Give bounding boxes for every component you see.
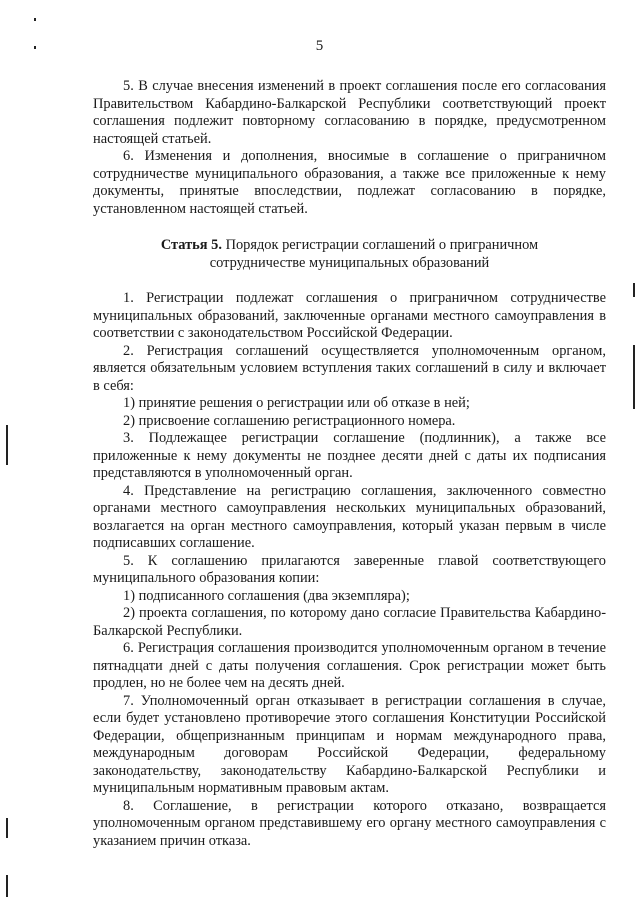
list-item: 2) присвоение соглашению регистрационного номера.: [123, 412, 456, 429]
paragraph: 8. Соглашение, в регистрации которого отказано, возвращается уполномоченным органом представившему его органу местного самоуправления с указанием причин отказа.: [93, 797, 606, 849]
top-section: [93, 78, 606, 218]
scan-mark: [34, 46, 36, 49]
paragraph: 6. Регистрация соглашения производится уполномоченным органом в течение пятнадцати дней с даты получения соглашения. Срок регистрации может быть продлен, но не более чем на десять дней.: [93, 640, 606, 691]
paragraph: 2. Регистрация соглашений осуществляется уполномоченным органом, является обязательным условием вступления таких соглашений в силу и включает в себя:: [93, 342, 606, 394]
scan-mark: [6, 818, 8, 838]
article-label: Статья 5.: [160, 237, 222, 253]
page-number: 5: [315, 38, 324, 54]
article-title-part-1: Порядок регистрации соглашений о приграничном: [225, 237, 539, 253]
scan-mark: [6, 425, 8, 465]
list-item: 2) проекта соглашения, по которому дано согласие Правительства Кабардино-Балкарской Республики.: [93, 605, 606, 639]
article-heading-line-1: [93, 236, 606, 254]
paragraph: 1. Регистрации подлежат соглашения о приграничном сотрудничестве муниципальных образований, заключенные органами местного самоуправления в соответствии с законодательством Российской Федерации.: [93, 290, 606, 341]
paragraph: 4. Представление на регистрацию соглашения, заключенного совместно органами местного самоуправления нескольких муниципальных образований, возлагается на орган местного самоуправления, который указан первым в числе подписавших соглашение.: [93, 482, 606, 551]
paragraph: 5. К соглашению прилагаются заверенные главой соответствующего муниципального образования копии:: [93, 552, 606, 586]
article-title-part-2: сотрудничестве муниципальных образований: [209, 255, 490, 271]
paragraph: 7. Уполномоченный орган отказывает в регистрации соглашения в случае, если будет установлено противоречие этого соглашения Конституции Российской Федерации, общепризнанным принципам и нормам международного права, международным договорам Российской Федерации, федеральному законодательству, законодательству Кабардино-Балкарской Республики и муниципальным нормативным правовым актам.: [93, 692, 606, 796]
list-item: 1) подписанного соглашения (два экземпляра);: [123, 587, 410, 604]
scan-mark: [6, 875, 8, 897]
paragraph: 5. В случае внесения изменений в проект соглашения после его согласования Правительством Кабардино-Балкарской Республики соответствующий проект соглашения подлежит повторному согласованию в порядке, предусмотренном настоящей статьей.: [93, 78, 606, 147]
scan-mark: [633, 345, 635, 409]
scan-mark: [633, 283, 635, 297]
paragraph: 6. Изменения и дополнения, вносимые в соглашение о приграничном сотрудничестве муниципального образования, а также все приложенные к нему документы, принятые впоследствии, подлежат согласованию в порядке, установленном настоящей статьей.: [93, 148, 606, 217]
paragraph: 3. Подлежащее регистрации соглашение (подлинник), а также все приложенные к нему документы не позднее десяти дней с даты их подписания представляются в уполномоченный орган.: [93, 430, 606, 481]
list-item: 1) принятие решения о регистрации или об отказе в ней;: [123, 395, 470, 411]
article-heading: [93, 236, 606, 272]
scan-mark: [34, 18, 36, 21]
article-body: [93, 290, 606, 850]
